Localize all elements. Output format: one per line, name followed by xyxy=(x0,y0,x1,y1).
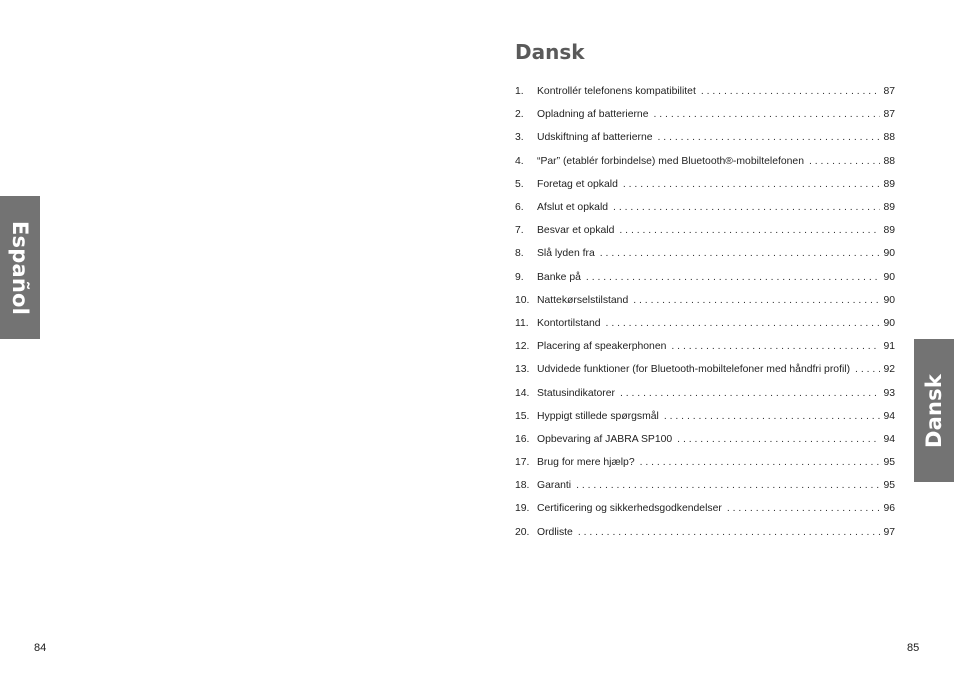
toc-entry-page: 92 xyxy=(883,364,895,376)
toc-dot-leader xyxy=(671,341,880,352)
page-number-right: 85 xyxy=(907,642,920,654)
toc-entry xyxy=(515,103,895,126)
toc-entry-number: 10. xyxy=(515,294,530,306)
page-number-left: 84 xyxy=(34,642,47,654)
toc-entry-page: 89 xyxy=(883,225,895,237)
toc-entry-title: Garanti xyxy=(537,480,572,492)
toc-entry-page: 88 xyxy=(883,132,895,144)
toc-entry-number: 15. xyxy=(515,410,530,422)
toc-entry xyxy=(515,312,895,335)
toc-entry-title: Nattekørselstilstand xyxy=(537,294,629,306)
toc-entry-title: Udvidede funktioner (for Bluetooth-mobiltelefoner med håndfri profil) xyxy=(537,364,851,376)
toc-dot-leader xyxy=(633,295,880,306)
toc-entry xyxy=(515,381,895,404)
toc-dot-leader xyxy=(586,272,881,283)
toc-dot-leader xyxy=(578,527,881,538)
toc-dot-leader xyxy=(613,202,880,213)
toc-entry-number: 4. xyxy=(515,155,524,167)
toc-entry xyxy=(515,405,895,428)
language-tab-dansk xyxy=(914,339,954,482)
toc-dot-leader xyxy=(809,156,880,167)
toc-entry-number: 6. xyxy=(515,202,524,214)
toc-entry-number: 3. xyxy=(515,132,524,144)
toc-dot-leader xyxy=(600,248,881,259)
toc-entry xyxy=(515,335,895,358)
toc-entry xyxy=(515,521,895,544)
toc-dot-leader xyxy=(620,388,880,399)
language-tab-label: Español xyxy=(8,220,32,315)
toc-entry-number: 16. xyxy=(515,433,530,445)
toc-dot-leader xyxy=(623,179,881,190)
toc-entry-page: 89 xyxy=(883,202,895,214)
toc-entry-title: Banke på xyxy=(537,271,581,283)
toc-entry-number: 1. xyxy=(515,86,524,98)
toc-entry-number: 18. xyxy=(515,480,530,492)
toc-entry-title: Placering af speakerphonen xyxy=(537,341,667,353)
toc-dot-leader xyxy=(664,411,881,422)
toc-entry-title: Besvar et opkald xyxy=(537,225,615,237)
toc-entry-page: 90 xyxy=(883,317,895,329)
toc-entry-page: 94 xyxy=(883,433,895,445)
section-heading: Dansk xyxy=(515,40,585,64)
toc-dot-leader xyxy=(654,109,881,120)
toc-dot-leader xyxy=(606,318,881,329)
toc-entry-page: 89 xyxy=(883,178,895,190)
language-tab-label: Dansk xyxy=(922,373,946,448)
toc-dot-leader xyxy=(576,480,880,491)
toc-entry-page: 97 xyxy=(883,526,895,538)
toc-entry-title: “Par” (etablér forbindelse) med Bluetooth®-mobiltelefonen xyxy=(537,155,804,167)
toc-entry-page: 96 xyxy=(883,503,895,515)
toc-entry-page: 90 xyxy=(883,294,895,306)
toc-entry-title: Afslut et opkald xyxy=(537,202,609,214)
toc-entry-title: Kontrollér telefonens kompatibilitet xyxy=(537,86,696,98)
toc-entry-page: 90 xyxy=(883,248,895,260)
toc-entry-page: 95 xyxy=(883,480,895,492)
table-of-contents xyxy=(515,80,895,544)
toc-entry-title: Slå lyden fra xyxy=(537,248,595,260)
toc-entry-number: 2. xyxy=(515,109,524,121)
toc-entry-number: 13. xyxy=(515,364,530,376)
toc-entry-page: 95 xyxy=(883,457,895,469)
toc-entry xyxy=(515,474,895,497)
toc-entry xyxy=(515,266,895,289)
toc-entry-title: Kontortilstand xyxy=(537,317,601,329)
language-tab-espanol xyxy=(0,196,40,339)
toc-entry-page: 87 xyxy=(883,86,895,98)
toc-dot-leader xyxy=(727,503,881,514)
toc-entry-title: Hyppigt stillede spørgsmål xyxy=(537,410,659,422)
toc-entry xyxy=(515,196,895,219)
toc-entry-title: Foretag et opkald xyxy=(537,178,618,190)
toc-entry xyxy=(515,242,895,265)
toc-entry-title: Statusindikatorer xyxy=(537,387,615,399)
toc-dot-leader xyxy=(658,132,881,143)
toc-entry xyxy=(515,428,895,451)
toc-entry xyxy=(515,358,895,381)
toc-dot-leader xyxy=(619,225,880,236)
toc-entry-number: 9. xyxy=(515,271,524,283)
toc-entry xyxy=(515,451,895,474)
toc-entry-number: 14. xyxy=(515,387,530,399)
toc-dot-leader xyxy=(855,364,880,375)
toc-entry-title: Udskiftning af batterierne xyxy=(537,132,653,144)
toc-entry-page: 88 xyxy=(883,155,895,167)
toc-entry-number: 17. xyxy=(515,457,530,469)
toc-entry-title: Brug for mere hjælp? xyxy=(537,457,635,469)
toc-entry-title: Opladning af batterierne xyxy=(537,109,649,121)
toc-entry xyxy=(515,126,895,149)
toc-entry-page: 94 xyxy=(883,410,895,422)
toc-entry xyxy=(515,289,895,312)
toc-entry-title: Opbevaring af JABRA SP100 xyxy=(537,433,673,445)
toc-entry xyxy=(515,80,895,103)
toc-entry-number: 11. xyxy=(515,317,529,329)
toc-entry-number: 12. xyxy=(515,341,530,353)
toc-entry-number: 5. xyxy=(515,178,524,190)
toc-entry xyxy=(515,173,895,196)
toc-dot-leader xyxy=(677,434,880,445)
toc-entry-number: 7. xyxy=(515,225,524,237)
toc-entry-number: 8. xyxy=(515,248,524,260)
toc-entry-number: 19. xyxy=(515,503,530,515)
toc-entry-number: 20. xyxy=(515,526,530,538)
toc-entry xyxy=(515,497,895,520)
toc-dot-leader xyxy=(701,86,881,97)
toc-entry-page: 91 xyxy=(883,341,895,353)
toc-entry-page: 90 xyxy=(883,271,895,283)
toc-entry-page: 93 xyxy=(883,387,895,399)
toc-entry xyxy=(515,219,895,242)
toc-entry xyxy=(515,150,895,173)
toc-entry-title: Certificering og sikkerhedsgodkendelser xyxy=(537,503,722,515)
toc-entry-page: 87 xyxy=(883,109,895,121)
toc-entry-title: Ordliste xyxy=(537,526,573,538)
toc-dot-leader xyxy=(640,457,881,468)
